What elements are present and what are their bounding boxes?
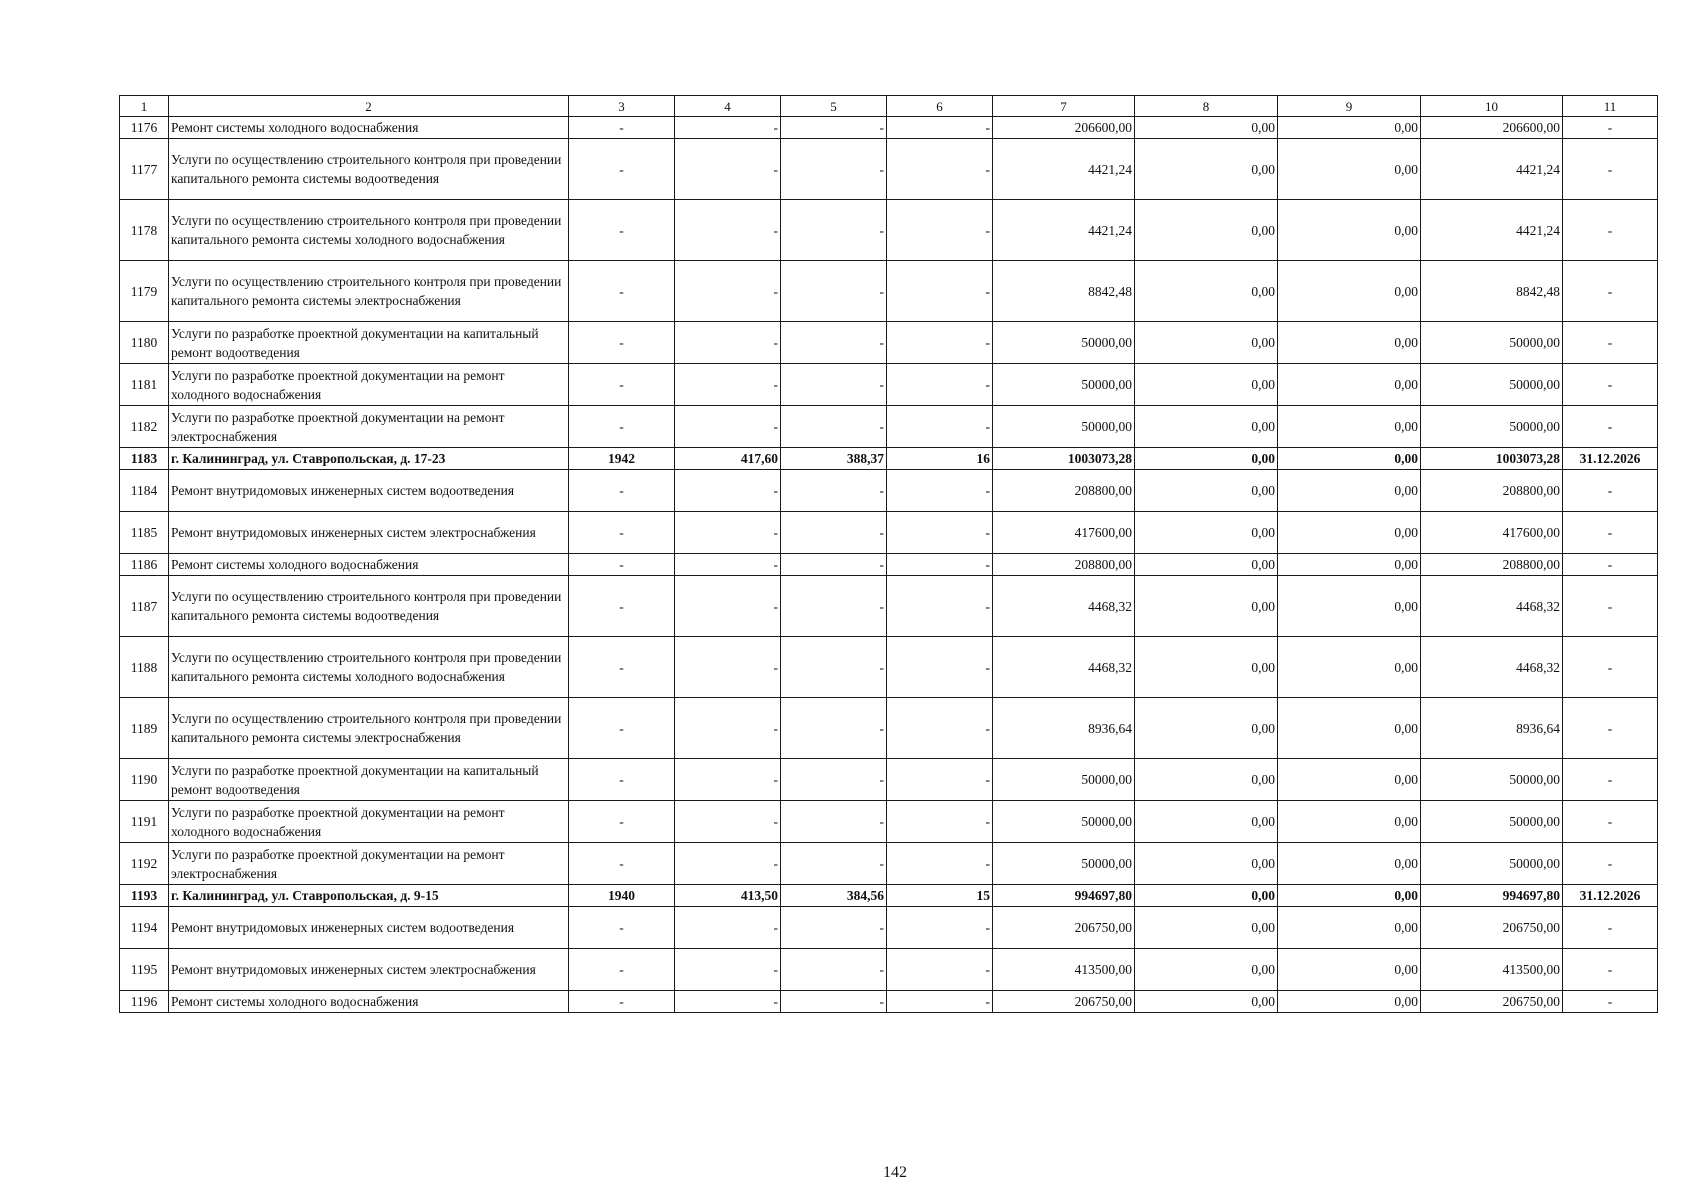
col9-cell: 0,00 — [1278, 322, 1421, 364]
col10-cell: 206750,00 — [1421, 907, 1563, 949]
col6-cell: - — [887, 364, 993, 406]
col4-cell: - — [675, 759, 781, 801]
table-row — [120, 885, 1658, 907]
col11-cell: - — [1563, 261, 1658, 322]
col5-cell: - — [781, 949, 887, 991]
col4-cell: - — [675, 637, 781, 698]
col4-cell: - — [675, 322, 781, 364]
col9-cell: 0,00 — [1278, 406, 1421, 448]
col11-cell: - — [1563, 117, 1658, 139]
col3-cell: - — [569, 470, 675, 512]
column-header-7: 7 — [993, 96, 1135, 117]
col8-cell: 0,00 — [1135, 759, 1278, 801]
col6-cell: - — [887, 261, 993, 322]
col6-cell: - — [887, 470, 993, 512]
col10-cell: 50000,00 — [1421, 322, 1563, 364]
col11-cell: - — [1563, 470, 1658, 512]
col10-cell: 994697,80 — [1421, 885, 1563, 907]
col11-cell: - — [1563, 200, 1658, 261]
col9-cell: 0,00 — [1278, 512, 1421, 554]
col5-cell: 384,56 — [781, 885, 887, 907]
row-number-cell: 1181 — [120, 364, 169, 406]
column-header-11: 11 — [1563, 96, 1658, 117]
column-header-6: 6 — [887, 96, 993, 117]
row-number-cell: 1195 — [120, 949, 169, 991]
col8-cell: 0,00 — [1135, 322, 1278, 364]
col8-cell: 0,00 — [1135, 907, 1278, 949]
col3-cell: 1942 — [569, 448, 675, 470]
column-header-3: 3 — [569, 96, 675, 117]
col4-cell: - — [675, 576, 781, 637]
col3-cell: - — [569, 843, 675, 885]
col7-cell: 50000,00 — [993, 406, 1135, 448]
col9-cell: 0,00 — [1278, 554, 1421, 576]
table-row — [120, 991, 1658, 1013]
col3-cell: - — [569, 759, 675, 801]
col10-cell: 8842,48 — [1421, 261, 1563, 322]
table-row — [120, 637, 1658, 698]
col7-cell: 208800,00 — [993, 554, 1135, 576]
table-row — [120, 907, 1658, 949]
col4-cell: 413,50 — [675, 885, 781, 907]
col3-cell: - — [569, 637, 675, 698]
col8-cell: 0,00 — [1135, 698, 1278, 759]
col7-cell: 50000,00 — [993, 843, 1135, 885]
col3-cell: - — [569, 322, 675, 364]
col10-cell: 4421,24 — [1421, 139, 1563, 200]
work-name-cell: Услуги по разработке проектной документации на ремонт холодного водоснабжения — [169, 801, 569, 843]
work-name-cell: Услуги по осуществлению строительного контроля при проведении капитального ремонта системы электроснабжения — [169, 261, 569, 322]
col8-cell: 0,00 — [1135, 843, 1278, 885]
work-name-cell: Услуги по осуществлению строительного контроля при проведении капитального ремонта системы водоотведения — [169, 576, 569, 637]
col3-cell: - — [569, 364, 675, 406]
col11-cell: 31.12.2026 — [1563, 885, 1658, 907]
work-name-cell: Ремонт системы холодного водоснабжения — [169, 991, 569, 1013]
col7-cell: 4468,32 — [993, 576, 1135, 637]
col10-cell: 8936,64 — [1421, 698, 1563, 759]
col7-cell: 206600,00 — [993, 117, 1135, 139]
work-name-cell: Услуги по разработке проектной документации на ремонт холодного водоснабжения — [169, 364, 569, 406]
col7-cell: 8842,48 — [993, 261, 1135, 322]
col9-cell: 0,00 — [1278, 139, 1421, 200]
col3-cell: - — [569, 576, 675, 637]
col4-cell: - — [675, 512, 781, 554]
work-name-cell: Услуги по осуществлению строительного контроля при проведении капитального ремонта системы водоотведения — [169, 139, 569, 200]
table-row — [120, 406, 1658, 448]
row-number-cell: 1189 — [120, 698, 169, 759]
row-number-cell: 1192 — [120, 843, 169, 885]
registry-sheet — [119, 95, 1657, 1013]
col7-cell: 8936,64 — [993, 698, 1135, 759]
col10-cell: 206750,00 — [1421, 991, 1563, 1013]
col8-cell: 0,00 — [1135, 139, 1278, 200]
col4-cell: - — [675, 261, 781, 322]
col9-cell: 0,00 — [1278, 364, 1421, 406]
row-number-cell: 1178 — [120, 200, 169, 261]
col5-cell: - — [781, 200, 887, 261]
col6-cell: - — [887, 637, 993, 698]
col7-cell: 4421,24 — [993, 139, 1135, 200]
col3-cell: - — [569, 554, 675, 576]
col11-cell: - — [1563, 759, 1658, 801]
col7-cell: 413500,00 — [993, 949, 1135, 991]
row-number-cell: 1187 — [120, 576, 169, 637]
col7-cell: 208800,00 — [993, 470, 1135, 512]
col6-cell: - — [887, 117, 993, 139]
col5-cell: - — [781, 406, 887, 448]
col10-cell: 50000,00 — [1421, 759, 1563, 801]
row-number-cell: 1190 — [120, 759, 169, 801]
col10-cell: 417600,00 — [1421, 512, 1563, 554]
col11-cell: - — [1563, 843, 1658, 885]
col9-cell: 0,00 — [1278, 200, 1421, 261]
table-row — [120, 200, 1658, 261]
col6-cell: - — [887, 698, 993, 759]
table-row — [120, 843, 1658, 885]
col10-cell: 50000,00 — [1421, 364, 1563, 406]
col5-cell: - — [781, 576, 887, 637]
col7-cell: 1003073,28 — [993, 448, 1135, 470]
page-number: 142 — [883, 1164, 907, 1181]
col4-cell: - — [675, 364, 781, 406]
col11-cell: - — [1563, 406, 1658, 448]
col5-cell: - — [781, 322, 887, 364]
col9-cell: 0,00 — [1278, 261, 1421, 322]
col4-cell: - — [675, 200, 781, 261]
registry-table-body — [120, 117, 1658, 1013]
row-number-cell: 1180 — [120, 322, 169, 364]
col6-cell: - — [887, 801, 993, 843]
col10-cell: 208800,00 — [1421, 554, 1563, 576]
col4-cell: 417,60 — [675, 448, 781, 470]
col10-cell: 413500,00 — [1421, 949, 1563, 991]
col7-cell: 994697,80 — [993, 885, 1135, 907]
col11-cell: - — [1563, 139, 1658, 200]
col3-cell: 1940 — [569, 885, 675, 907]
col11-cell: 31.12.2026 — [1563, 448, 1658, 470]
col6-cell: - — [887, 322, 993, 364]
col8-cell: 0,00 — [1135, 470, 1278, 512]
col9-cell: 0,00 — [1278, 907, 1421, 949]
col5-cell: - — [781, 470, 887, 512]
col10-cell: 208800,00 — [1421, 470, 1563, 512]
col5-cell: 388,37 — [781, 448, 887, 470]
work-name-cell: Услуги по осуществлению строительного контроля при проведении капитального ремонта системы холодного водоснабжения — [169, 637, 569, 698]
col9-cell: 0,00 — [1278, 448, 1421, 470]
row-number-cell: 1194 — [120, 907, 169, 949]
col5-cell: - — [781, 139, 887, 200]
work-name-cell: Ремонт внутридомовых инженерных систем электроснабжения — [169, 512, 569, 554]
col5-cell: - — [781, 364, 887, 406]
work-name-cell: Услуги по разработке проектной документации на ремонт электроснабжения — [169, 406, 569, 448]
work-name-cell: Услуги по осуществлению строительного контроля при проведении капитального ремонта системы холодного водоснабжения — [169, 200, 569, 261]
col9-cell: 0,00 — [1278, 470, 1421, 512]
col8-cell: 0,00 — [1135, 448, 1278, 470]
column-header-2: 2 — [169, 96, 569, 117]
col5-cell: - — [781, 261, 887, 322]
col3-cell: - — [569, 801, 675, 843]
col6-cell: - — [887, 759, 993, 801]
table-row — [120, 322, 1658, 364]
col11-cell: - — [1563, 801, 1658, 843]
col7-cell: 50000,00 — [993, 322, 1135, 364]
col9-cell: 0,00 — [1278, 576, 1421, 637]
col6-cell: - — [887, 406, 993, 448]
col11-cell: - — [1563, 576, 1658, 637]
column-header-8: 8 — [1135, 96, 1278, 117]
col8-cell: 0,00 — [1135, 949, 1278, 991]
col6-cell: - — [887, 200, 993, 261]
col10-cell: 50000,00 — [1421, 406, 1563, 448]
col8-cell: 0,00 — [1135, 364, 1278, 406]
col9-cell: 0,00 — [1278, 637, 1421, 698]
col11-cell: - — [1563, 991, 1658, 1013]
col3-cell: - — [569, 907, 675, 949]
col6-cell: 16 — [887, 448, 993, 470]
work-name-cell: Услуги по осуществлению строительного контроля при проведении капитального ремонта системы электроснабжения — [169, 698, 569, 759]
col10-cell: 4421,24 — [1421, 200, 1563, 261]
col5-cell: - — [781, 512, 887, 554]
work-name-cell: Услуги по разработке проектной документации на капитальный ремонт водоотведения — [169, 759, 569, 801]
row-number-cell: 1193 — [120, 885, 169, 907]
work-name-cell: Услуги по разработке проектной документации на ремонт электроснабжения — [169, 843, 569, 885]
col5-cell: - — [781, 117, 887, 139]
row-number-cell: 1183 — [120, 448, 169, 470]
col8-cell: 0,00 — [1135, 406, 1278, 448]
table-row — [120, 512, 1658, 554]
table-row — [120, 261, 1658, 322]
work-name-cell: г. Калининград, ул. Ставропольская, д. 17-23 — [169, 448, 569, 470]
table-row — [120, 801, 1658, 843]
col4-cell: - — [675, 117, 781, 139]
col4-cell: - — [675, 949, 781, 991]
col9-cell: 0,00 — [1278, 991, 1421, 1013]
col4-cell: - — [675, 554, 781, 576]
row-number-cell: 1177 — [120, 139, 169, 200]
col4-cell: - — [675, 991, 781, 1013]
col10-cell: 50000,00 — [1421, 843, 1563, 885]
col3-cell: - — [569, 261, 675, 322]
col5-cell: - — [781, 843, 887, 885]
col9-cell: 0,00 — [1278, 801, 1421, 843]
col9-cell: 0,00 — [1278, 843, 1421, 885]
col10-cell: 1003073,28 — [1421, 448, 1563, 470]
col5-cell: - — [781, 554, 887, 576]
col8-cell: 0,00 — [1135, 117, 1278, 139]
col4-cell: - — [675, 139, 781, 200]
col10-cell: 206600,00 — [1421, 117, 1563, 139]
col11-cell: - — [1563, 554, 1658, 576]
row-number-cell: 1188 — [120, 637, 169, 698]
col6-cell: - — [887, 512, 993, 554]
table-row — [120, 949, 1658, 991]
col8-cell: 0,00 — [1135, 885, 1278, 907]
table-row — [120, 117, 1658, 139]
work-name-cell: Ремонт системы холодного водоснабжения — [169, 554, 569, 576]
table-row — [120, 139, 1658, 200]
col11-cell: - — [1563, 512, 1658, 554]
col6-cell: - — [887, 139, 993, 200]
column-header-10: 10 — [1421, 96, 1563, 117]
col3-cell: - — [569, 512, 675, 554]
col9-cell: 0,00 — [1278, 885, 1421, 907]
col6-cell: 15 — [887, 885, 993, 907]
work-name-cell: Ремонт внутридомовых инженерных систем водоотведения — [169, 470, 569, 512]
table-row — [120, 759, 1658, 801]
col5-cell: - — [781, 907, 887, 949]
col7-cell: 50000,00 — [993, 364, 1135, 406]
col6-cell: - — [887, 949, 993, 991]
col7-cell: 417600,00 — [993, 512, 1135, 554]
table-row — [120, 448, 1658, 470]
col4-cell: - — [675, 843, 781, 885]
col6-cell: - — [887, 554, 993, 576]
col3-cell: - — [569, 949, 675, 991]
work-name-cell: г. Калининград, ул. Ставропольская, д. 9-15 — [169, 885, 569, 907]
col3-cell: - — [569, 698, 675, 759]
column-number-header-row — [120, 96, 1658, 117]
col5-cell: - — [781, 759, 887, 801]
col9-cell: 0,00 — [1278, 698, 1421, 759]
col11-cell: - — [1563, 698, 1658, 759]
col7-cell: 206750,00 — [993, 991, 1135, 1013]
work-name-cell: Ремонт внутридомовых инженерных систем водоотведения — [169, 907, 569, 949]
work-name-cell: Услуги по разработке проектной документации на капитальный ремонт водоотведения — [169, 322, 569, 364]
col7-cell: 50000,00 — [993, 801, 1135, 843]
col6-cell: - — [887, 843, 993, 885]
row-number-cell: 1176 — [120, 117, 169, 139]
col8-cell: 0,00 — [1135, 261, 1278, 322]
column-header-4: 4 — [675, 96, 781, 117]
row-number-cell: 1185 — [120, 512, 169, 554]
column-header-1: 1 — [120, 96, 169, 117]
col8-cell: 0,00 — [1135, 991, 1278, 1013]
col11-cell: - — [1563, 637, 1658, 698]
col8-cell: 0,00 — [1135, 637, 1278, 698]
row-number-cell: 1186 — [120, 554, 169, 576]
col4-cell: - — [675, 907, 781, 949]
col9-cell: 0,00 — [1278, 949, 1421, 991]
col6-cell: - — [887, 991, 993, 1013]
col11-cell: - — [1563, 907, 1658, 949]
column-header-9: 9 — [1278, 96, 1421, 117]
col8-cell: 0,00 — [1135, 554, 1278, 576]
col3-cell: - — [569, 406, 675, 448]
col8-cell: 0,00 — [1135, 801, 1278, 843]
col11-cell: - — [1563, 364, 1658, 406]
row-number-cell: 1191 — [120, 801, 169, 843]
col11-cell: - — [1563, 949, 1658, 991]
col5-cell: - — [781, 801, 887, 843]
col3-cell: - — [569, 200, 675, 261]
col3-cell: - — [569, 139, 675, 200]
table-row — [120, 554, 1658, 576]
col6-cell: - — [887, 907, 993, 949]
col7-cell: 206750,00 — [993, 907, 1135, 949]
col10-cell: 4468,32 — [1421, 637, 1563, 698]
col9-cell: 0,00 — [1278, 117, 1421, 139]
col5-cell: - — [781, 698, 887, 759]
col7-cell: 4421,24 — [993, 200, 1135, 261]
col3-cell: - — [569, 117, 675, 139]
table-row — [120, 576, 1658, 637]
col8-cell: 0,00 — [1135, 576, 1278, 637]
row-number-cell: 1196 — [120, 991, 169, 1013]
col10-cell: 4468,32 — [1421, 576, 1563, 637]
col3-cell: - — [569, 991, 675, 1013]
col11-cell: - — [1563, 322, 1658, 364]
table-row — [120, 364, 1658, 406]
column-header-5: 5 — [781, 96, 887, 117]
table-row — [120, 470, 1658, 512]
col8-cell: 0,00 — [1135, 512, 1278, 554]
col8-cell: 0,00 — [1135, 200, 1278, 261]
table-row — [120, 698, 1658, 759]
row-number-cell: 1184 — [120, 470, 169, 512]
col4-cell: - — [675, 698, 781, 759]
col10-cell: 50000,00 — [1421, 801, 1563, 843]
col4-cell: - — [675, 801, 781, 843]
col7-cell: 50000,00 — [993, 759, 1135, 801]
repair-registry-table — [119, 95, 1658, 1013]
row-number-cell: 1179 — [120, 261, 169, 322]
work-name-cell: Ремонт системы холодного водоснабжения — [169, 117, 569, 139]
col4-cell: - — [675, 470, 781, 512]
col5-cell: - — [781, 991, 887, 1013]
col6-cell: - — [887, 576, 993, 637]
col5-cell: - — [781, 637, 887, 698]
col4-cell: - — [675, 406, 781, 448]
col9-cell: 0,00 — [1278, 759, 1421, 801]
row-number-cell: 1182 — [120, 406, 169, 448]
col7-cell: 4468,32 — [993, 637, 1135, 698]
work-name-cell: Ремонт внутридомовых инженерных систем электроснабжения — [169, 949, 569, 991]
